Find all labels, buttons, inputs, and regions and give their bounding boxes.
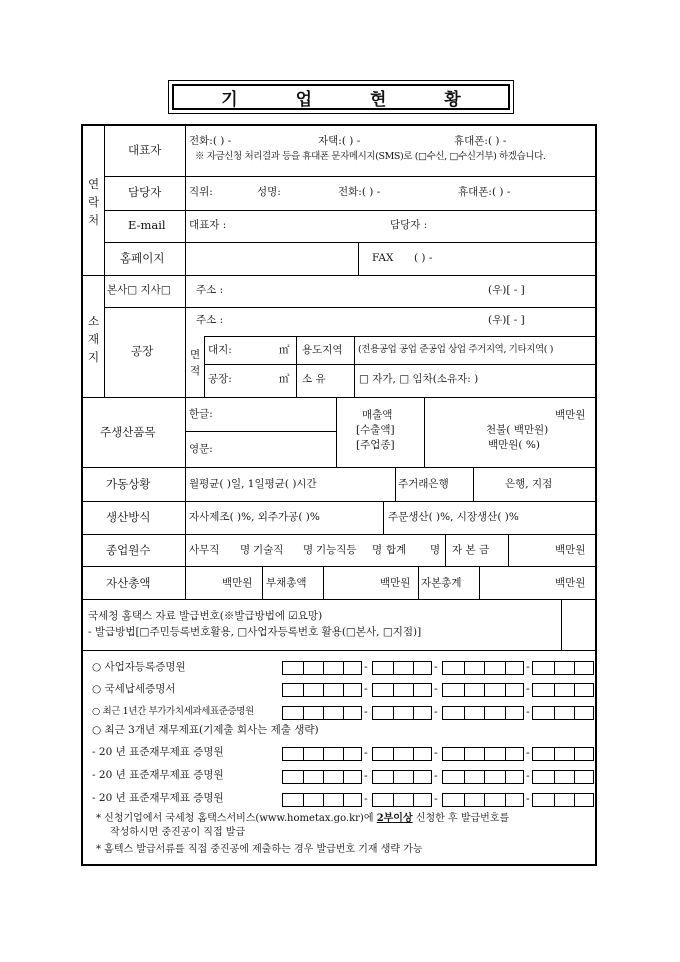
factory-unit: ㎡ xyxy=(279,373,290,385)
number-box[interactable] xyxy=(372,770,432,784)
fax-label: FAX xyxy=(372,252,394,264)
note-hometax xyxy=(96,812,509,826)
land-unit: ㎡ xyxy=(279,344,290,356)
number-separator: - xyxy=(364,705,368,718)
domestic-unit[interactable]: 백만원( %) xyxy=(488,439,540,451)
usage-label: 용도지역 xyxy=(302,344,343,356)
sales-label: 매출액 xyxy=(362,409,393,421)
number-separator: - xyxy=(526,682,530,695)
emp-production-unit[interactable]: 명 xyxy=(372,544,383,556)
number-box[interactable] xyxy=(532,661,594,675)
tax-header: 국세청 홈택스 자료 발급번호(※발급방법에 ☑요망) xyxy=(88,610,323,622)
assets-unit[interactable]: 백만원 xyxy=(222,577,253,589)
note-hometax-c: 신청한 후 발급번호를 xyxy=(415,813,510,824)
land-area[interactable]: 대지: xyxy=(208,344,232,356)
equity-unit[interactable]: 백만원 xyxy=(555,577,586,589)
factory-address[interactable]: 주소 : xyxy=(196,314,224,326)
number-box[interactable] xyxy=(372,747,432,761)
tax-item-financial: ○ 최근 3개년 재무제표(기제출 회사는 제출 생략) xyxy=(92,724,319,736)
office-address[interactable]: 주소 : xyxy=(196,284,224,296)
tax-item-fs-2: - 20 년 표준재무제표 증명원 xyxy=(92,769,224,781)
export-label: [수출액] xyxy=(356,424,395,436)
product-english[interactable]: 영문: xyxy=(189,443,213,455)
number-box[interactable] xyxy=(442,683,524,697)
emp-office-unit[interactable]: 명 xyxy=(240,544,251,556)
office-type[interactable]: 본사□ 지사□ xyxy=(107,284,171,296)
factory-label: 공장 xyxy=(131,344,154,358)
usage-value[interactable]: (전용공업 공업 준공업 상업 주거지역, 기타지역( ) xyxy=(358,344,554,355)
location-section-label: 소재지 xyxy=(88,314,100,364)
number-separator: - xyxy=(364,792,368,805)
number-box[interactable] xyxy=(442,661,524,675)
product-korean[interactable]: 한글: xyxy=(189,408,213,420)
title-box xyxy=(168,80,514,114)
number-box[interactable] xyxy=(532,683,594,697)
number-box[interactable] xyxy=(532,793,594,807)
manager-mobile[interactable]: 휴대폰:( ) - xyxy=(458,186,511,198)
number-box[interactable] xyxy=(442,770,524,784)
number-box[interactable] xyxy=(532,706,594,720)
bank-value[interactable]: 은행, 지점 xyxy=(505,478,553,490)
manager-name[interactable]: 성명: xyxy=(257,186,281,198)
number-box[interactable] xyxy=(442,793,524,807)
number-separator: - xyxy=(364,769,368,782)
method-value[interactable]: 자사제조( )%, 외주가공( )% xyxy=(189,511,320,523)
office-zip[interactable]: (우)[ - ] xyxy=(488,284,525,296)
emp-production-label: 기능직등 xyxy=(316,544,357,556)
ownership-label: 소 유 xyxy=(302,373,326,385)
number-box[interactable] xyxy=(372,683,432,697)
method-label: 생산방식 xyxy=(106,510,151,524)
number-separator: - xyxy=(364,746,368,759)
emp-total-unit[interactable]: 명 xyxy=(430,544,441,556)
number-box[interactable] xyxy=(282,683,362,697)
rep-mobile[interactable]: 휴대폰:( ) - xyxy=(454,135,507,147)
number-box[interactable] xyxy=(282,793,362,807)
number-separator: - xyxy=(364,660,368,673)
number-box[interactable] xyxy=(282,706,362,720)
number-box[interactable] xyxy=(442,706,524,720)
contact-section-label: 연락처 xyxy=(88,177,100,227)
emp-total-label: 합계 xyxy=(386,544,407,556)
number-box[interactable] xyxy=(532,747,594,761)
factory-area[interactable]: 공장: xyxy=(208,373,232,385)
equity-label: 자본총계 xyxy=(421,577,462,589)
email-rep[interactable]: 대표자 : xyxy=(189,219,227,231)
assets-label: 자산총액 xyxy=(106,576,151,590)
sales-unit[interactable]: 백만원 xyxy=(555,409,586,421)
tax-method[interactable]: - 발급방법[□주민등록번호활용, □사업자등록번호 활용(□본사, □지점)] xyxy=(88,626,422,638)
number-separator: - xyxy=(526,746,530,759)
order-value[interactable]: 주문생산( )%, 시장생산( )% xyxy=(388,511,519,523)
note-hometax-a: * 신청기업에서 국세청 홈택스서비스(www.hometax.go.kr)에 xyxy=(96,813,374,824)
tax-item-fs-3: - 20 년 표준재무제표 증명원 xyxy=(92,792,224,804)
number-separator: - xyxy=(526,769,530,782)
manager-phone[interactable]: 전화:( ) - xyxy=(338,186,381,198)
debt-unit[interactable]: 백만원 xyxy=(380,577,411,589)
number-box[interactable] xyxy=(372,706,432,720)
emp-technical-label: 기술직 xyxy=(253,544,284,556)
number-box[interactable] xyxy=(282,747,362,761)
number-separator: - xyxy=(434,746,438,759)
note-direct-submit: * 홈텍스 발급서류를 직접 중진공에 제출하는 경우 발급번호 기재 생략 가능 xyxy=(96,844,423,855)
tax-item-fs-1: - 20 년 표준재무제표 증명원 xyxy=(92,746,224,758)
number-box[interactable] xyxy=(372,661,432,675)
number-separator: - xyxy=(434,660,438,673)
number-box[interactable] xyxy=(372,793,432,807)
manager-label: 담당자 xyxy=(128,185,162,199)
emp-technical-unit[interactable]: 명 xyxy=(303,544,314,556)
fax-value[interactable]: ( ) - xyxy=(414,252,433,264)
number-separator: - xyxy=(364,682,368,695)
number-separator: - xyxy=(434,705,438,718)
number-box[interactable] xyxy=(282,770,362,784)
capital-label: 자 본 금 xyxy=(452,544,490,556)
tax-item-business-cert: ○ 사업자등록증명원 xyxy=(92,661,186,673)
rep-label: 대표자 xyxy=(128,143,162,157)
products-label: 주생산품목 xyxy=(100,425,156,439)
employees-label: 종업원수 xyxy=(106,543,151,557)
email-label: E-mail xyxy=(128,218,166,232)
number-box[interactable] xyxy=(282,661,362,675)
note-hometax-b: 2부이상 xyxy=(376,813,413,824)
capital-unit[interactable]: 백만원 xyxy=(555,544,586,556)
operation-value[interactable]: 월평균( )일, 1일평균( )시간 xyxy=(189,478,317,490)
number-separator: - xyxy=(434,682,438,695)
bank-label: 주거래은행 xyxy=(398,478,449,490)
area-label: 면적 xyxy=(190,349,201,377)
tax-item-tax-payment: ○ 국세납세증명서 xyxy=(92,683,176,695)
number-separator: - xyxy=(526,792,530,805)
manager-position[interactable]: 직위: xyxy=(189,186,213,198)
tax-item-vat: ○ 최근 1년간 부가가치세과세표준증명원 xyxy=(92,706,254,717)
note-hometax-d: 작성하시면 중진공이 직접 발급 xyxy=(110,827,246,838)
domestic-label: [주업종] xyxy=(356,439,395,451)
rep-home[interactable]: 자택:( ) - xyxy=(318,135,361,147)
factory-zip[interactable]: (우)[ - ] xyxy=(488,314,525,326)
sms-notice: ※ 자금신청 처리결과 등을 휴대폰 문자메시지(SMS)로 (□수신, □수신거부) 하겠습니다. xyxy=(195,151,546,162)
debt-label: 부채총액 xyxy=(266,577,307,589)
number-separator: - xyxy=(526,705,530,718)
rep-phone[interactable]: 전화:( ) - xyxy=(189,135,232,147)
ownership-value[interactable]: □ 자가, □ 임차(소유자: ) xyxy=(359,373,479,385)
email-manager[interactable]: 담당자 : xyxy=(390,219,428,231)
number-box[interactable] xyxy=(532,770,594,784)
number-box[interactable] xyxy=(442,747,524,761)
export-unit[interactable]: 천불( 백만원) xyxy=(486,424,549,436)
number-separator: - xyxy=(434,769,438,782)
number-separator: - xyxy=(434,792,438,805)
homepage-label: 홈페이지 xyxy=(120,251,165,265)
operation-label: 가동상황 xyxy=(106,477,151,491)
number-separator: - xyxy=(526,660,530,673)
emp-office-label: 사무직 xyxy=(189,544,220,556)
page-title: 기 업 현 황 xyxy=(172,84,510,110)
